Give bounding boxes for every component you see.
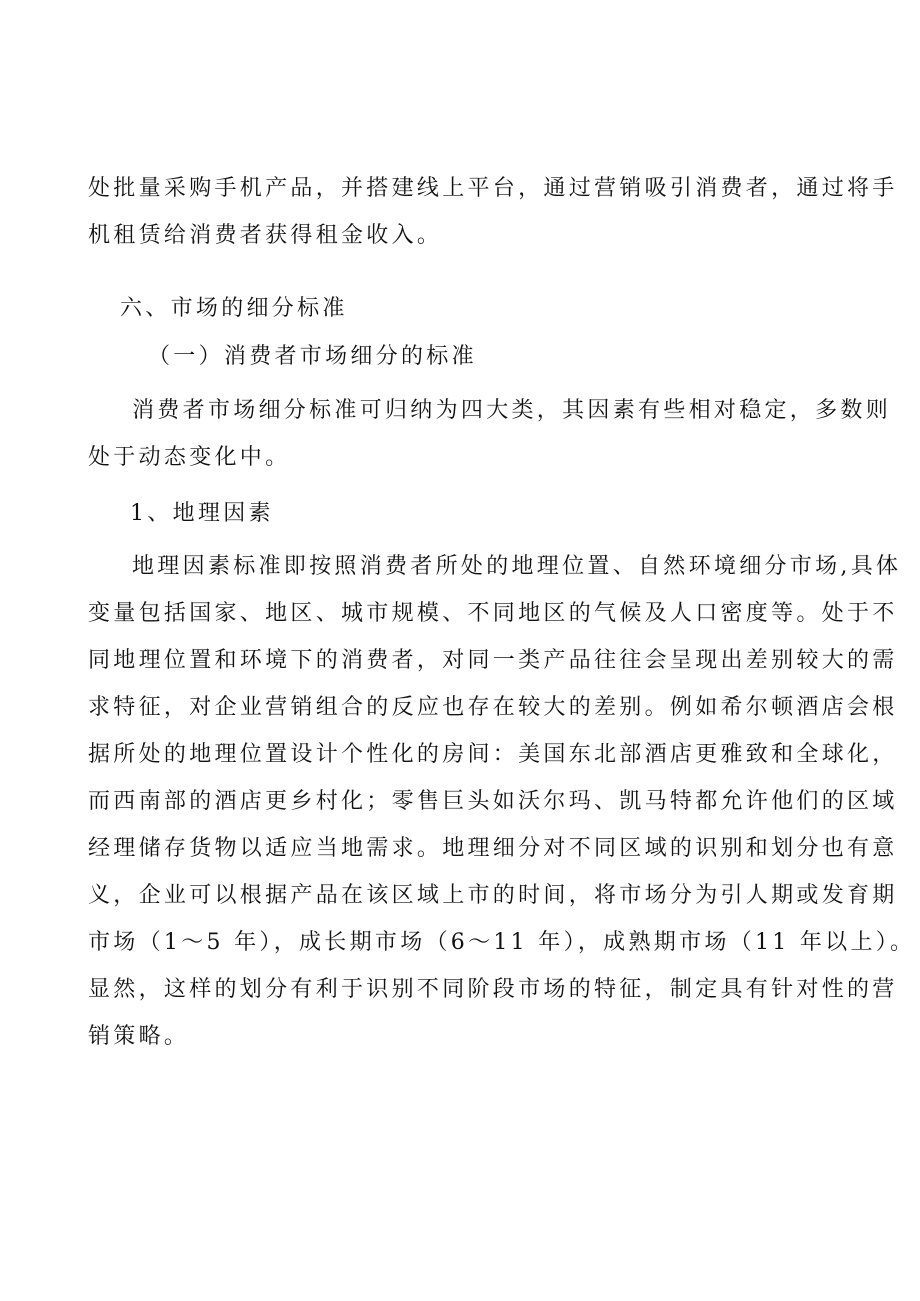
text-line: 变量包括国家、地区、城市规模、不同地区的气候及人口密度等。处于不 (88, 601, 898, 626)
geographic-factor-paragraph (88, 543, 916, 1060)
text-line: 同地理位置和环境下的消费者，对同一类产品往往会呈现出差别较大的需 (88, 648, 898, 673)
text-line: 据所处的地理位置设计个性化的房间：美国东北部酒店更雅致和全球化， (88, 742, 898, 767)
text-line: 销策略。 (88, 1024, 190, 1049)
text-line: 义，企业可以根据产品在该区域上市的时间，将市场分为引人期或发育期 (88, 883, 898, 908)
text-line: 消费者市场细分标准可归纳为四大类，其因素有些相对稳定，多数则 (132, 398, 892, 423)
section-heading: 六、市场的细分标准 (120, 296, 348, 321)
text-line: 处于动态变化中。 (88, 445, 291, 470)
factor-heading: 1、地理因素 (130, 501, 274, 526)
text-line: 显然，这样的划分有利于识别不同阶段市场的特征，制定具有针对性的营 (88, 977, 898, 1002)
subsection-heading: （一）消费者市场细分的标准 (148, 344, 477, 369)
text-line: 求特征，对企业营销组合的反应也存在较大的差别。例如希尔顿酒店会根 (88, 695, 898, 720)
text-line: 机租赁给消费者获得租金收入。 (88, 223, 443, 248)
text-line: 地理因素标准即按照消费者所处的地理位置、自然环境细分市场,具体 (132, 554, 902, 579)
text-line: 市场（1～5 年），成长期市场（6～11 年），成熟期市场（11 年以上）。 (88, 930, 916, 955)
text-line: 处批量采购手机产品，并搭建线上平台，通过营销吸引消费者，通过将手 (88, 176, 898, 201)
intro-paragraph (88, 165, 898, 259)
text-line: 而西南部的酒店更乡村化；零售巨头如沃尔玛、凯马特都允许他们的区域 (88, 789, 898, 814)
text-line: 经理储存货物以适应当地需求。地理细分对不同区域的识别和划分也有意 (88, 836, 898, 861)
consumer-segmentation-paragraph (88, 387, 892, 481)
